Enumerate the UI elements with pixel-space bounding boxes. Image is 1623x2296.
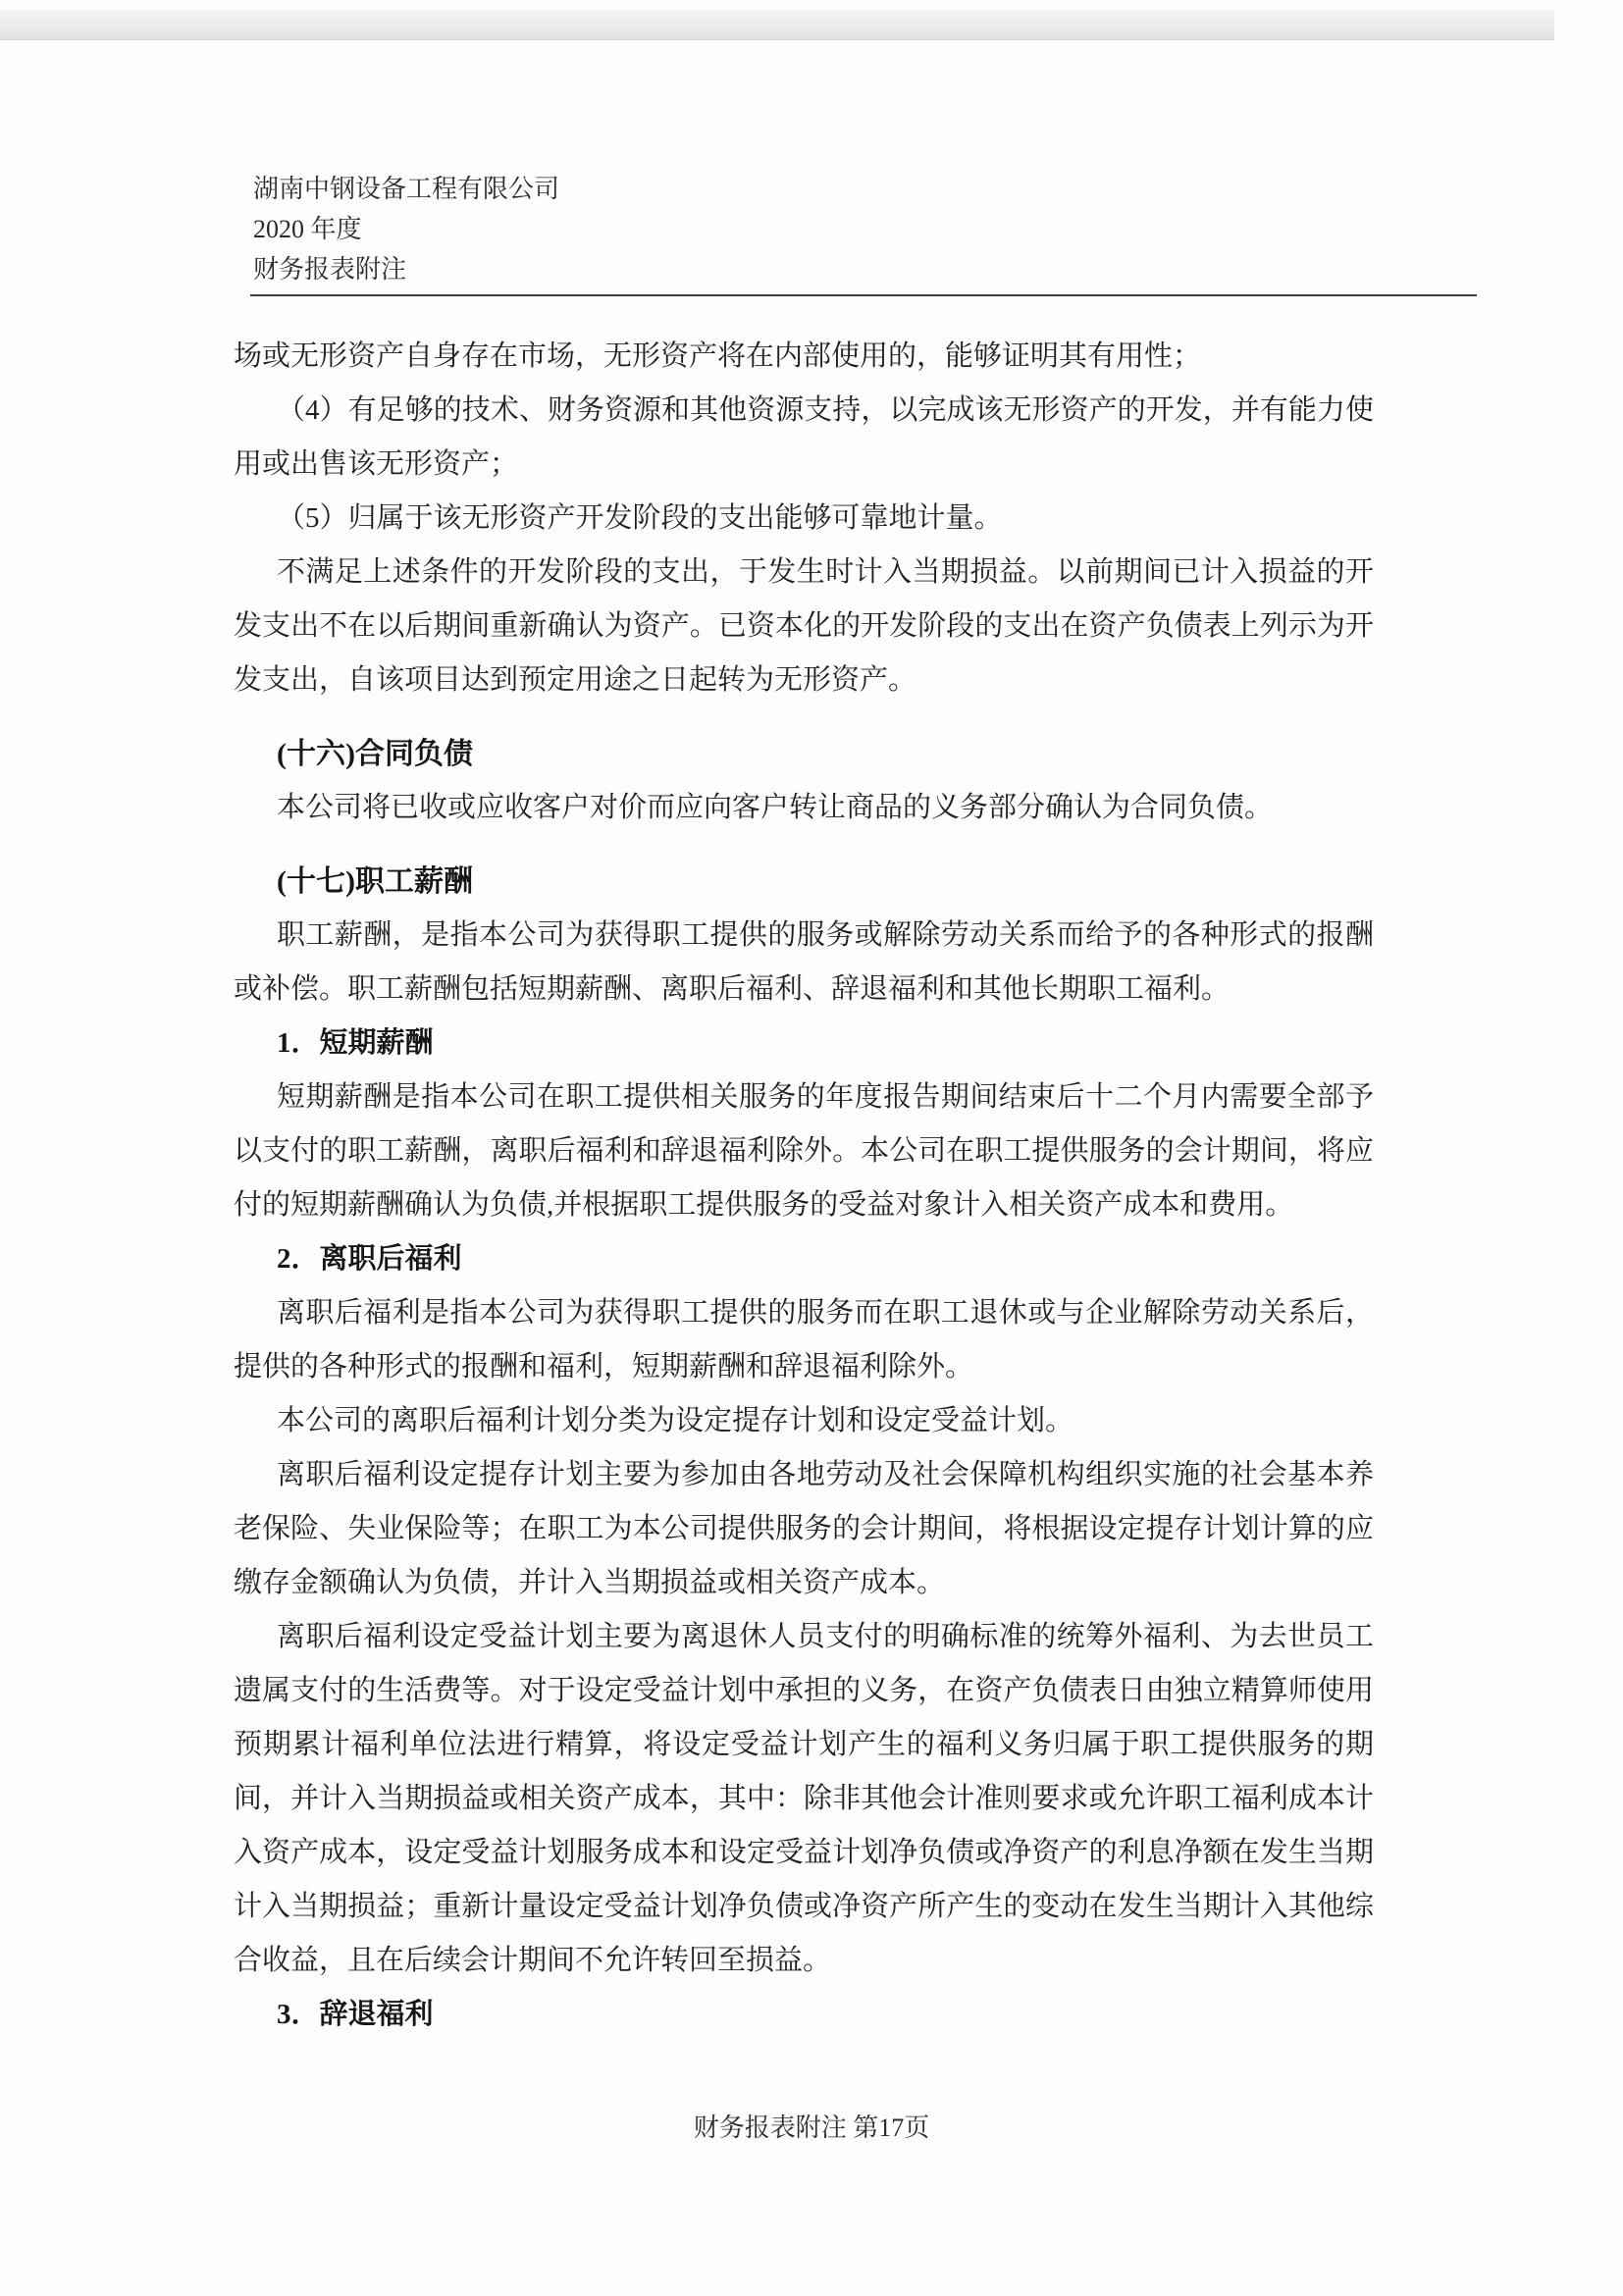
paragraph: 本公司将已收或应收客户对价而应向客户转让商品的义务部分确认为合同负债。 (277, 792, 1274, 823)
paragraph: 离职后福利是指本公司为获得职工提供的服务而在职工退休或与企业解除劳动关系后，提供的各种形式的报酬和福利，短期薪酬和辞退福利除外。 (234, 1297, 1374, 1383)
header-divider (250, 294, 1477, 296)
company-name: 湖南中钢设备工程有限公司 (253, 175, 560, 203)
footer-page-label: 财务报表附注 第17页 (693, 2113, 930, 2142)
notes-body (234, 330, 1374, 2042)
paragraph: 本公司的离职后福利计划分类为设定提存计划和设定受益计划。 (277, 1405, 1074, 1436)
sub-heading: 3．辞退福利 (277, 1999, 434, 2030)
report-header (253, 169, 559, 289)
report-period: 2020 年度 (253, 215, 362, 243)
paragraph: 短期薪酬是指本公司在职工提供相关服务的年度报告期间结束后十二个月内需要全部予以支付的职工薪酬，离职后福利和辞退福利除外。本公司在职工提供服务的会计期间，将应付的短期薪酬确认为负债,并根据职工提供服务的受益对象计入相关资产成本和费用。 (234, 1081, 1374, 1221)
sub-heading: 1．短期薪酬 (277, 1027, 434, 1059)
section-heading: (十七)职工薪酬 (277, 865, 473, 898)
paragraph: 场或无形资产自身存在市场，无形资产将在内部使用的，能够证明其有用性； (234, 340, 1202, 372)
paragraph: （4）有足够的技术、财务资源和其他资源支持，以完成该无形资产的开发，并有能力使用或出售该无形资产； (234, 394, 1374, 480)
report-title: 财务报表附注 (253, 255, 407, 284)
paragraph: （5）归属于该无形资产开发阶段的支出能够可靠地计量。 (277, 502, 1003, 534)
paragraph: 职工薪酬，是指本公司为获得职工提供的服务或解除劳动关系而给予的各种形式的报酬或补偿。职工薪酬包括短期薪酬、离职后福利、辞退福利和其他长期职工福利。 (234, 919, 1374, 1005)
scanner-edge-band (0, 10, 1554, 40)
paragraph: 离职后福利设定提存计划主要为参加由各地劳动及社会保障机构组织实施的社会基本养老保险、失业保险等；在职工为本公司提供服务的会计期间，将根据设定提存计划计算的应缴存金额确认为负债，并计入当期损益或相关资产成本。 (234, 1459, 1374, 1598)
paragraph: 不满足上述条件的开发阶段的支出，于发生时计入当期损益。以前期间已计入损益的开发支出不在以后期间重新确认为资产。已资本化的开发阶段的支出在资产负债表上列示为开发支出，自该项目达到预定用途之日起转为无形资产。 (234, 556, 1374, 696)
sub-heading: 2．离职后福利 (277, 1243, 462, 1275)
page-footer (0, 2108, 1623, 2144)
section-heading: (十六)合同负债 (277, 738, 473, 770)
paragraph: 离职后福利设定受益计划主要为离退休人员支付的明确标准的统筹外福利、为去世员工遗属支付的生活费等。对于设定受益计划中承担的义务，在资产负债表日由独立精算师使用预期累计福利单位法进行精算，将设定受益计划产生的福利义务归属于职工提供服务的期间，并计入当期损益或相关资产成本，其中：除非其他会计准则要求或允许职工福利成本计入资产成本，设定受益计划服务成本和设定受益计划净负债或净资产的利息净额在发生当期计入当期损益；重新计量设定受益计划净负债或净资产所产生的变动在发生当期计入其他综合收益，且在后续会计期间不允许转回至损益。 (234, 1621, 1374, 1976)
